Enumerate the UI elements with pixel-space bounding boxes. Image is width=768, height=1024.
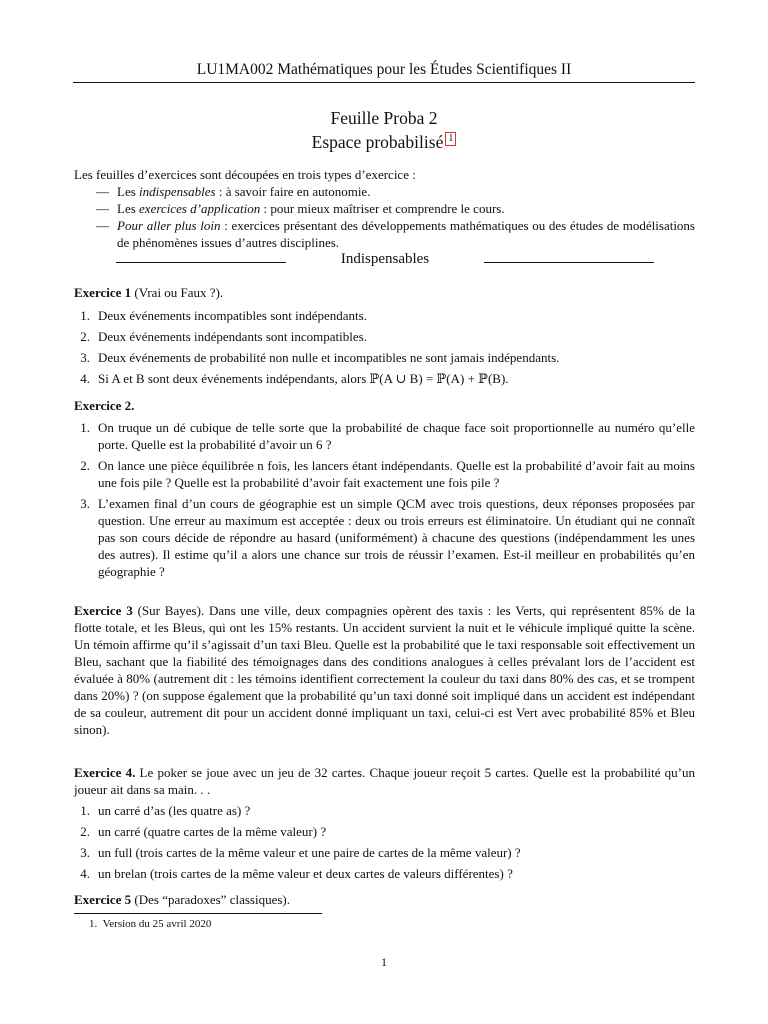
item-text: un full (trois cartes de la même valeur et une paire de cartes de la même valeur) ? (98, 845, 521, 860)
exercise-label: Exercice 4. (74, 765, 136, 780)
item-number: 3. (80, 845, 90, 860)
list-item (74, 844, 695, 861)
exercise-label: Exercice 5 (74, 892, 132, 907)
exercise-label: Exercice 1 (74, 285, 132, 300)
list-item (74, 370, 695, 387)
item-text: On truque un dé cubique de telle sorte que la probabilité de chaque face soit proportionnelle au numéro qu’elle porte. Quelle est la probabilité d’avoir un 6 ? (98, 420, 695, 452)
list-item (74, 823, 695, 840)
exercise-3 (74, 602, 695, 738)
item-text: Deux événements indépendants sont incompatibles. (98, 329, 367, 344)
intro-bullets (74, 183, 695, 251)
footnote-link[interactable]: 1 (445, 132, 456, 146)
course-header: LU1MA002 Mathématiques pour les Études Scientifiques II (196, 61, 572, 78)
intro-bullet (74, 217, 695, 251)
exercise-2 (74, 397, 695, 580)
exercise-subtitle: (Sur Bayes). (137, 603, 205, 618)
item-number: 1. (80, 803, 90, 818)
footnote-text: Version du 25 avril 2020 (102, 918, 212, 930)
item-text: Si A et B sont deux événements indépendants, alors ℙ(A ∪ B) = ℙ(A) + ℙ(B). (98, 371, 509, 386)
item-number: 2. (80, 458, 90, 473)
item-number: 1. (80, 420, 90, 435)
bullet-prefix: Les (117, 184, 140, 199)
bullet-dash: — (96, 184, 109, 199)
exercise-1-list (74, 307, 695, 387)
exercise-subtitle: (Des “paradoxes” classiques). (134, 892, 290, 907)
bullet-text: : exercices présentant des développements mathématiques ou des études de modélisations de phénomènes issues d’autres disciplines. (117, 218, 695, 250)
item-text: Deux événements incompatibles sont indépendants. (98, 308, 367, 323)
section-title: Indispensables (340, 251, 430, 267)
item-text: un brelan (trois cartes de la même valeur et deux cartes de valeurs différentes) ? (98, 866, 513, 881)
bullet-text: : pour mieux maîtriser et comprendre le cours. (260, 201, 505, 216)
footnote-number: 1. (89, 918, 98, 930)
item-number: 1. (80, 308, 90, 323)
list-item (74, 349, 695, 366)
intro-text: Les feuilles d’exercices sont découpées en trois types d’exercice : (74, 167, 416, 182)
footnote-rule (74, 913, 322, 914)
item-number: 2. (80, 329, 90, 344)
exercise-5-heading (74, 891, 695, 908)
exercise-4 (74, 764, 695, 882)
exercise-3-text (74, 602, 695, 738)
page-number: 1 (381, 955, 387, 969)
section-rule-right (484, 262, 654, 263)
item-number: 2. (80, 824, 90, 839)
item-text: On lance une pièce équilibrée n fois, les lancers étant indépendants. Quelle est la probabilité d’avoir fait au moins une fois pile ? Quelle est la probabilité d’avoir fait exactement une fois pile ? (98, 458, 695, 490)
item-text: Deux événements de probabilité non nulle et incompatibles ne sont jamais indépendants. (98, 350, 560, 365)
exercise-subtitle: (Vrai ou Faux ?). (134, 285, 224, 300)
item-text: L’examen final d’un cours de géographie est un simple QCM avec trois questions, deux réponses proposées par question. Une erreur au maximum est acceptée : deux ou trois erreurs est éliminatoire. Un étudiant qui ne connaît pas son cours décide de répondre au hasard (uniformément) à chacune des questions (indépendamment les unes des autres). Il estime qu’il a alors une chance sur trois de réussir l’examen. Est-il meilleur en probabilités qu’en géographie ? (98, 496, 695, 579)
sheet-subtitle (0, 131, 768, 153)
bullet-term: indispensables (139, 184, 216, 199)
footnote (89, 917, 211, 931)
item-number: 3. (80, 350, 90, 365)
list-item (74, 419, 695, 453)
list-item (74, 457, 695, 491)
intro-bullet (74, 200, 695, 217)
exercise-1-heading (74, 284, 695, 301)
exercise-4-text (74, 764, 695, 798)
exercise-label: Exercice 3 (74, 603, 133, 618)
bullet-term: exercices d’application (139, 201, 261, 216)
exercise-body: Le poker se joue avec un jeu de 32 cartes. Chaque joueur reçoit 5 cartes. Quelle est la probabilité qu’un joueur ait dans sa main. . . (74, 765, 695, 797)
exercise-body: Dans une ville, deux compagnies opèrent des taxis : les Verts, qui représentent 85% de la flotte totale, et les Bleus, qui ont les 15% restants. Un accident survient la nuit et le véhicule impliqué quitte la scène. Un témoin affirme qu’il s’agissait d’un taxi Bleu. Quelle est la probabilité que le taxi responsable soit effectivement un Bleu, sachant que la fiabilité des témoignages dans des conditions analogues à celles prévalant lors de l’accident est évaluée à 80% (autrement dit : les témoins identifient correctement la couleur du taxi dans 80% des cas, et se trompent dans 20%) ? (on suppose également que la probabilité qu’un taxi donné soit impliqué dans un accident est indépendant de sa couleur, autrement dit pour un accident donné impliquant un taxi, celui-ci est Vert avec probabilité 85% et Bleu sinon). (74, 603, 696, 737)
exercise-label: Exercice 2. (74, 398, 135, 413)
intro-bullet (74, 183, 695, 200)
exercise-4-list (74, 802, 695, 882)
exercise-5 (74, 891, 695, 908)
bullet-dash: — (96, 201, 109, 216)
section-heading (116, 249, 654, 269)
list-item (74, 328, 695, 345)
exercise-1 (74, 284, 695, 387)
sheet-subtitle-text: Espace probabilisé (311, 132, 444, 152)
item-text: un carré (quatre cartes de la même valeur) ? (98, 824, 327, 839)
list-item (74, 802, 695, 819)
bullet-dash: — (96, 218, 109, 233)
list-item (74, 495, 695, 580)
item-text: un carré d’as (les quatre as) ? (98, 803, 251, 818)
header-rule (73, 82, 695, 83)
bullet-prefix: Les (117, 201, 140, 216)
item-number: 4. (80, 866, 90, 881)
item-number: 3. (80, 496, 90, 511)
list-item (74, 307, 695, 324)
item-number: 4. (80, 371, 90, 386)
sheet-title: Feuille Proba 2 (330, 108, 438, 128)
list-item (74, 865, 695, 882)
exercise-2-list (74, 419, 695, 580)
bullet-term: Pour aller plus loin (117, 218, 221, 233)
exercise-2-heading (74, 397, 695, 414)
intro (74, 166, 695, 251)
bullet-text: : à savoir faire en autonomie. (215, 184, 371, 199)
